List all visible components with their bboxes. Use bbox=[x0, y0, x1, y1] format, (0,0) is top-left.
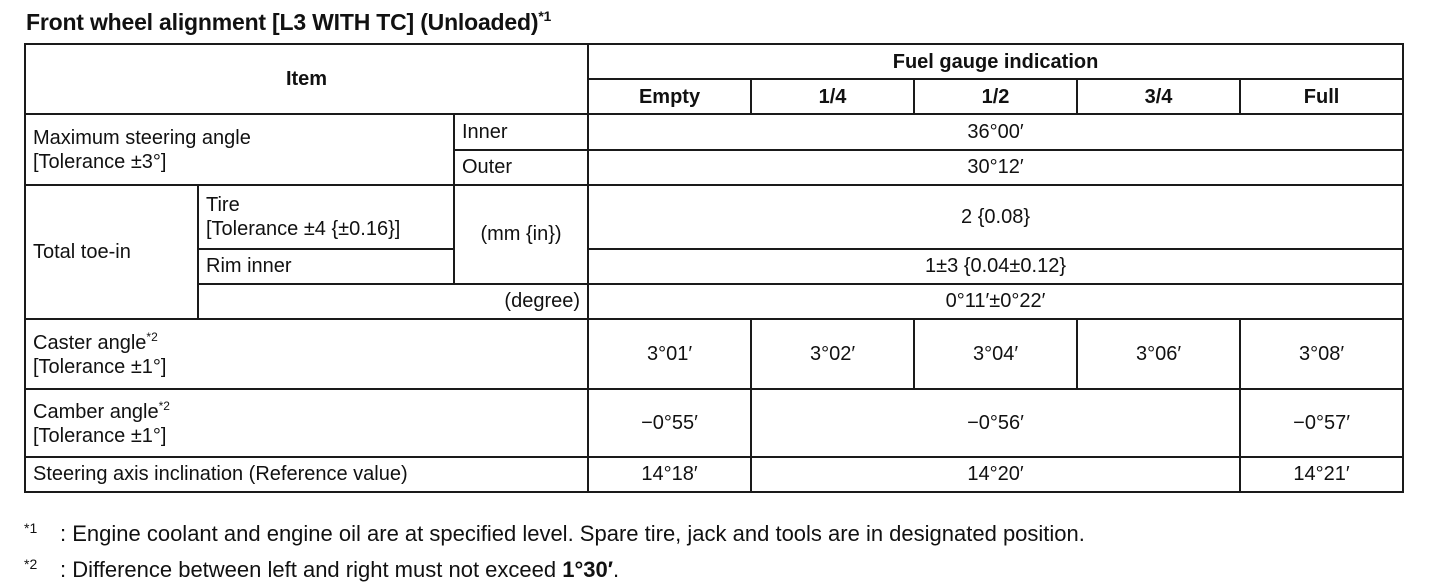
header-row-1 bbox=[25, 44, 1403, 79]
max-steering-label-cell bbox=[25, 114, 454, 184]
outer-label: Outer bbox=[454, 150, 588, 185]
fuel-gauge-header: Fuel gauge indication bbox=[588, 44, 1403, 79]
max-steering-tolerance: [Tolerance ±3°] bbox=[33, 150, 167, 173]
caster-footnote-mark: *2 bbox=[146, 329, 158, 344]
footnote-2-text: : Difference between left and right must not exceed bbox=[60, 557, 563, 582]
degree-value: 0°11′±0°22′ bbox=[588, 284, 1403, 319]
camber-label-cell bbox=[25, 389, 588, 456]
tire-tolerance: [Tolerance ±4 {±0.16}] bbox=[206, 218, 401, 241]
caster-label: Caster angle bbox=[33, 331, 147, 354]
axis-value-empty: 14°18′ bbox=[588, 457, 751, 492]
page-title bbox=[26, 8, 551, 36]
level-header-empty: Empty bbox=[588, 79, 751, 114]
max-steering-inner-row bbox=[25, 114, 1403, 149]
camber-value-full: −0°57′ bbox=[1240, 389, 1403, 456]
footnotes bbox=[24, 513, 1085, 585]
tire-label: Tire bbox=[206, 194, 240, 217]
toe-in-rim-row bbox=[25, 249, 1403, 283]
toe-in-degree-row bbox=[25, 284, 1403, 319]
title-footnote-mark: *1 bbox=[538, 8, 552, 24]
alignment-spec-table bbox=[24, 43, 1404, 493]
caster-value-half: 3°04′ bbox=[914, 319, 1077, 389]
unit-mm-in: (mm {in}) bbox=[454, 185, 588, 284]
rim-inner-value: 1±3 {0.04±0.12} bbox=[588, 249, 1403, 283]
level-header-half: 1/2 bbox=[914, 79, 1077, 114]
footnote-1-mark: *1 bbox=[24, 520, 38, 536]
camber-value-middle: −0°56′ bbox=[751, 389, 1240, 456]
camber-label: Camber angle bbox=[33, 400, 159, 423]
axis-inclination-row bbox=[25, 457, 1403, 492]
toe-in-tire-row bbox=[25, 185, 1403, 249]
camber-value-empty: −0°55′ bbox=[588, 389, 751, 456]
caster-value-three-quarter: 3°06′ bbox=[1077, 319, 1240, 389]
caster-value-full: 3°08′ bbox=[1240, 319, 1403, 389]
axis-value-full: 14°21′ bbox=[1240, 457, 1403, 492]
footnote-1 bbox=[24, 513, 1085, 549]
caster-value-quarter: 3°02′ bbox=[751, 319, 914, 389]
caster-value-empty: 3°01′ bbox=[588, 319, 751, 389]
camber-row bbox=[25, 389, 1403, 456]
footnote-2-end: . bbox=[613, 557, 620, 582]
rim-inner-label: Rim inner bbox=[198, 249, 454, 283]
footnote-2-limit: 1°30′ bbox=[562, 557, 613, 582]
level-header-full: Full bbox=[1240, 79, 1403, 114]
tire-label-cell bbox=[198, 185, 454, 249]
outer-value: 30°12′ bbox=[588, 150, 1403, 185]
camber-tolerance: [Tolerance ±1°] bbox=[33, 424, 167, 447]
camber-footnote-mark: *2 bbox=[158, 398, 170, 413]
footnote-2-mark: *2 bbox=[24, 556, 38, 572]
toe-in-label: Total toe-in bbox=[25, 185, 198, 319]
tire-toe-value: 2 {0.08} bbox=[588, 185, 1403, 249]
item-header: Item bbox=[25, 44, 588, 114]
max-steering-label: Maximum steering angle bbox=[33, 126, 251, 149]
level-header-quarter: 1/4 bbox=[751, 79, 914, 114]
axis-inclination-label: Steering axis inclination (Reference value) bbox=[25, 457, 588, 492]
unit-degree: (degree) bbox=[198, 284, 588, 319]
level-header-three-quarter: 3/4 bbox=[1077, 79, 1240, 114]
caster-tolerance: [Tolerance ±1°] bbox=[33, 355, 167, 378]
inner-value: 36°00′ bbox=[588, 114, 1403, 149]
footnote-1-text: : Engine coolant and engine oil are at specified level. Spare tire, jack and tools are in designated position. bbox=[60, 521, 1085, 546]
inner-label: Inner bbox=[454, 114, 588, 149]
caster-row bbox=[25, 319, 1403, 389]
axis-value-middle: 14°20′ bbox=[751, 457, 1240, 492]
title-text: Front wheel alignment [L3 WITH TC] (Unloaded) bbox=[26, 9, 539, 35]
caster-label-cell bbox=[25, 319, 588, 389]
